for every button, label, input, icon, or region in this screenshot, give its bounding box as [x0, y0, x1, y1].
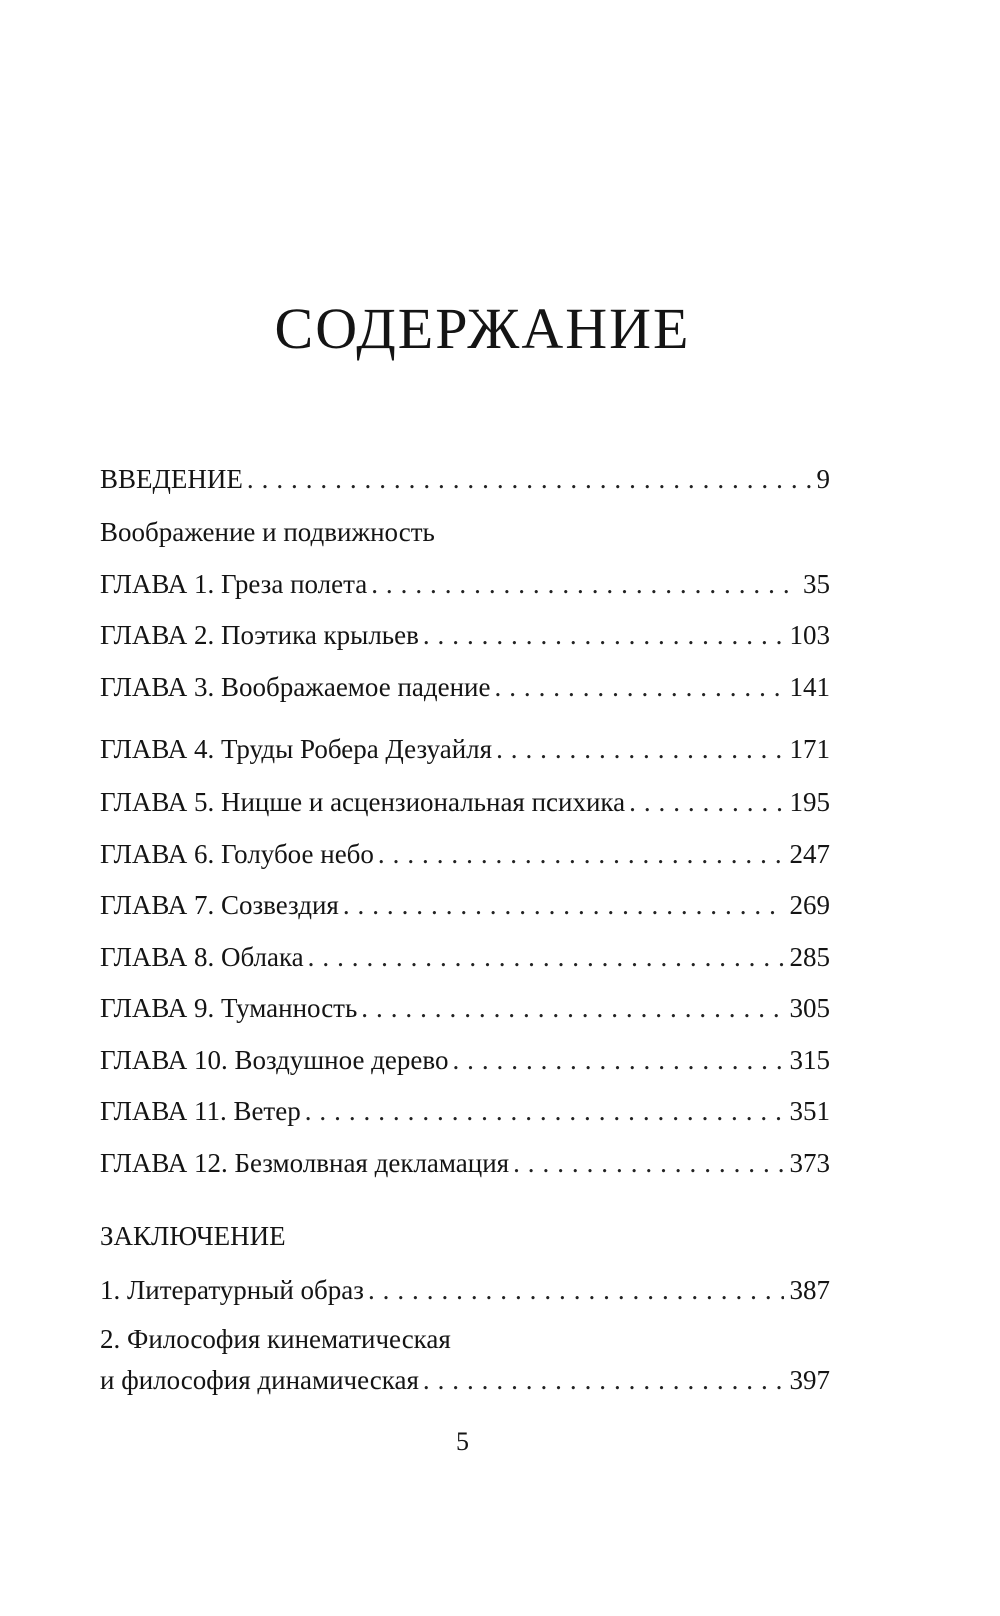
- toc-entry-page: 373: [789, 1148, 830, 1178]
- toc-entry-chapter-10[interactable]: [100, 1043, 830, 1077]
- toc-entry-chapter-11[interactable]: [100, 1094, 830, 1128]
- toc-entry-chapter-5[interactable]: [100, 785, 830, 819]
- toc-entry-label: 1. Литературный образ: [100, 1275, 364, 1305]
- leader-dots: [361, 991, 783, 1025]
- toc-entry-label: ГЛАВА 3. Воображаемое падение: [100, 672, 491, 702]
- toc-entry-chapter-12[interactable]: [100, 1146, 830, 1180]
- toc-entry-page: 35: [803, 569, 830, 599]
- toc-entry-label: ВВЕДЕНИЕ: [100, 464, 243, 494]
- toc-entry-label: ГЛАВА 7. Созвездия: [100, 890, 339, 920]
- toc-entry-page: 9: [816, 464, 830, 494]
- toc-entry-label: и философия динамическая: [100, 1365, 419, 1395]
- conclusion-heading: ЗАКЛЮЧЕНИЕ: [100, 1221, 286, 1251]
- toc-entry-page: 387: [789, 1275, 830, 1305]
- table-of-contents: [100, 0, 830, 1616]
- toc-entry-label: ГЛАВА 1. Греза полета: [100, 569, 368, 599]
- section-heading: Воображение и подвижность: [100, 517, 435, 547]
- toc-entry-page: 141: [789, 672, 830, 702]
- page-number: 5: [456, 1427, 469, 1456]
- leader-dots: [513, 1146, 783, 1180]
- toc-entry-label: ГЛАВА 4. Труды Робера Дезуайля: [100, 734, 493, 764]
- toc-entry-label: ГЛАВА 12. Безмолвная декламация: [100, 1148, 510, 1178]
- toc-entry-label: ГЛАВА 10. Воздушное дерево: [100, 1045, 449, 1075]
- leader-dots: [305, 1094, 784, 1128]
- toc-entry-page: 247: [789, 839, 830, 869]
- leader-dots: [368, 1273, 784, 1307]
- leader-dots: [452, 1043, 783, 1077]
- toc-entry-page: 285: [789, 942, 830, 972]
- toc-entry-page: 351: [789, 1096, 830, 1126]
- leader-dots: [495, 670, 784, 704]
- leader-dots: [496, 732, 783, 766]
- toc-entry-conclusion-2[interactable]: [100, 1363, 830, 1397]
- toc-entry-page: 103: [789, 620, 830, 650]
- toc-entry-introduction[interactable]: [100, 462, 830, 496]
- toc-entry-conclusion-2-line1[interactable]: 2. Философия кинематическая: [100, 1324, 451, 1354]
- toc-entry-label: ГЛАВА 9. Туманность: [100, 993, 358, 1023]
- toc-entry-chapter-9[interactable]: [100, 991, 830, 1025]
- toc-entry-label: ГЛАВА 8. Облака: [100, 942, 304, 972]
- page-title: СОДЕРЖАНИЕ: [274, 296, 691, 361]
- toc-entry-chapter-1[interactable]: [100, 567, 830, 601]
- toc-entry-page: 195: [789, 787, 830, 817]
- toc-entry-page: 171: [789, 734, 830, 764]
- toc-entry-label: ГЛАВА 11. Ветер: [100, 1096, 301, 1126]
- toc-entry-chapter-7[interactable]: [100, 888, 830, 922]
- leader-dots: [247, 462, 811, 496]
- leader-dots: [343, 888, 784, 922]
- toc-entry-chapter-8[interactable]: [100, 940, 830, 974]
- toc-entry-chapter-6[interactable]: [100, 837, 830, 871]
- toc-entry-page: 397: [789, 1365, 830, 1395]
- leader-dots: [423, 1363, 784, 1397]
- leader-dots: [308, 940, 784, 974]
- toc-entry-page: 315: [789, 1045, 830, 1075]
- toc-entry-chapter-4[interactable]: [100, 732, 830, 766]
- toc-entry-chapter-3[interactable]: [100, 670, 830, 704]
- toc-entry-label: ГЛАВА 5. Ницше и асцензиональная психика: [100, 787, 626, 817]
- toc-entry-page: 305: [789, 993, 830, 1023]
- toc-entry-chapter-2[interactable]: [100, 618, 830, 652]
- leader-dots: [378, 837, 784, 871]
- toc-entry-label: ГЛАВА 6. Голубое небо: [100, 839, 374, 869]
- leader-dots: [629, 785, 783, 819]
- toc-entry-label: ГЛАВА 2. Поэтика крыльев: [100, 620, 419, 650]
- toc-entry-conclusion-1[interactable]: [100, 1273, 830, 1307]
- leader-dots: [423, 618, 784, 652]
- leader-dots: [371, 567, 797, 601]
- toc-entry-page: 269: [789, 890, 830, 920]
